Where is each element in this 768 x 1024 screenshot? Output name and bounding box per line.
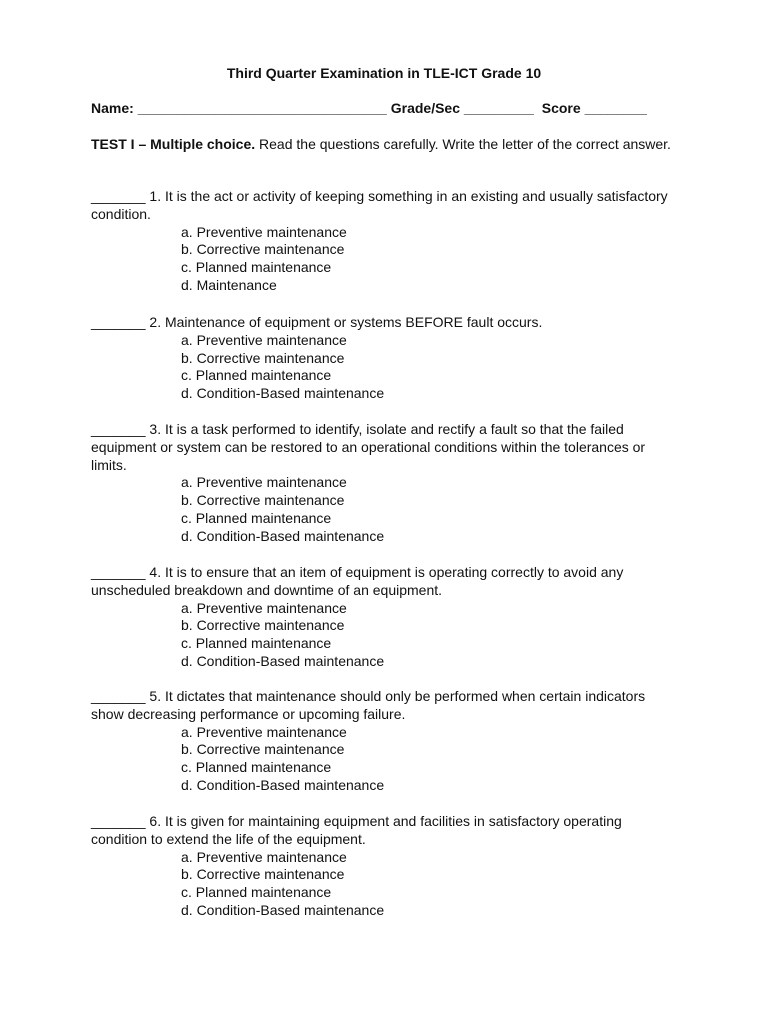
option: d. Condition-Based maintenance: [181, 527, 385, 544]
options-list: [91, 600, 681, 671]
name-label: Name:: [91, 100, 134, 116]
option: b. Corrective maintenance: [181, 617, 345, 634]
test-instructions: [91, 136, 681, 154]
question-text: 6. It is given for maintaining equipment and facilities in satisfactory operating condition to extend the life of the equipment.: [91, 813, 622, 847]
question-text: 3. It is a task performed to identify, isolate and rectify a fault so that the failed equipment or system can be restored to an operational conditions within the tolerances or limits.: [91, 421, 646, 473]
option: b. Corrective maintenance: [181, 241, 345, 258]
exam-title: Third Quarter Examination in TLE-ICT Grade 10: [226, 65, 542, 81]
question-6: [91, 813, 681, 920]
option: d. Condition-Based maintenance: [181, 652, 385, 669]
options-list: [91, 849, 681, 920]
answer-blank: _______: [91, 314, 146, 330]
question-stem: [91, 188, 681, 224]
option: d. Condition-Based maintenance: [181, 776, 385, 793]
option: c. Planned maintenance: [181, 759, 332, 776]
option: c. Planned maintenance: [181, 509, 332, 526]
name-blank: ________________________________: [137, 100, 387, 116]
options-list: [91, 224, 681, 295]
question-3: [91, 421, 681, 546]
option: b. Corrective maintenance: [181, 349, 345, 366]
options-list: [91, 474, 681, 545]
question-stem: [91, 688, 681, 724]
option: d. Condition-Based maintenance: [181, 901, 385, 918]
question-stem: [91, 421, 681, 474]
question-text: 4. It is to ensure that an item of equipment is operating correctly to avoid any unscheduled breakdown and downtime of an equipment.: [91, 564, 624, 598]
question-1: [91, 188, 681, 295]
option: a. Preventive maintenance: [181, 223, 347, 240]
question-text: 2. Maintenance of equipment or systems BEFORE fault occurs.: [145, 314, 543, 330]
answer-blank: _______: [91, 188, 146, 204]
option: a. Preventive maintenance: [181, 848, 347, 865]
option: b. Corrective maintenance: [181, 741, 345, 758]
test-instructions-text: Read the questions carefully. Write the letter of the correct answer.: [255, 136, 671, 152]
question-stem: [91, 813, 681, 849]
option: c. Planned maintenance: [181, 259, 332, 276]
question-text: 1. It is the act or activity of keeping something in an existing and usually satisfactory condition.: [91, 188, 668, 222]
options-list: [91, 724, 681, 795]
option: b. Corrective maintenance: [181, 866, 345, 883]
option: c. Planned maintenance: [181, 884, 332, 901]
option: a. Preventive maintenance: [181, 723, 347, 740]
score-label: Score: [541, 100, 581, 116]
option: d. Condition-Based maintenance: [181, 385, 385, 402]
question-stem: [91, 314, 681, 332]
score-blank: ________: [584, 100, 647, 116]
question-2: [91, 314, 681, 403]
option: d. Maintenance: [181, 276, 277, 293]
option: a. Preventive maintenance: [181, 599, 347, 616]
question-text: 5. It dictates that maintenance should only be performed when certain indicators show decreasing performance or upcoming failure.: [91, 688, 646, 722]
answer-blank: _______: [91, 688, 146, 704]
question-stem: [91, 564, 681, 600]
option: c. Planned maintenance: [181, 635, 332, 652]
question-5: [91, 688, 681, 795]
options-list: [91, 332, 681, 403]
option: b. Corrective maintenance: [181, 492, 345, 509]
option: a. Preventive maintenance: [181, 474, 347, 491]
option: c. Planned maintenance: [181, 367, 332, 384]
test-heading: TEST I – Multiple choice.: [91, 136, 256, 152]
grade-section-label: Grade/Sec: [390, 100, 460, 116]
answer-blank: _______: [91, 421, 146, 437]
grade-section-blank: _________: [463, 100, 534, 116]
student-info-line: [91, 100, 647, 116]
option: a. Preventive maintenance: [181, 331, 347, 348]
question-4: [91, 564, 681, 671]
answer-blank: _______: [91, 813, 146, 829]
answer-blank: _______: [91, 564, 146, 580]
